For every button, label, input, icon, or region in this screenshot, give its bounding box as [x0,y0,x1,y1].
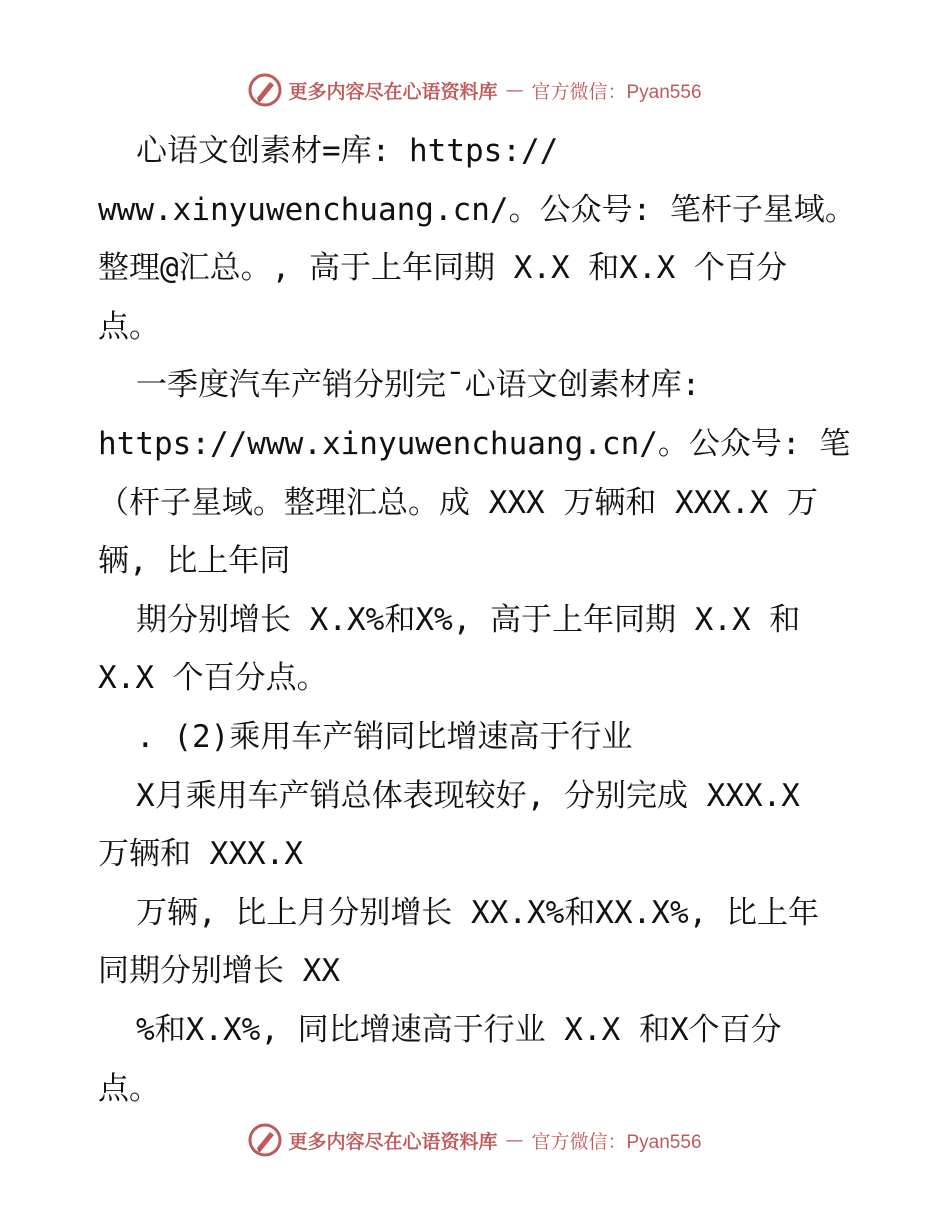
text-line: 万辆和 XXX.X [98,836,303,873]
footer-watermark [0,1120,950,1160]
document-body [98,122,858,1118]
text-line: 点。 [98,1070,160,1107]
watermark-text: 更多内容尽在心语资料库 [288,80,498,103]
pen-logo-icon [248,73,282,107]
watermark-inner [248,73,701,107]
text-line: （杆子星域。整理汇总。成 XXX 万辆和 XXX.X 万 [98,484,818,521]
text-line: 整理@汇总。, 高于上年同期 X.X 和X.X 个百分 [98,250,787,287]
text-line: www.xinyuwenchuang.cn/。公众号: 笔杆子星域。 [98,191,856,228]
text-line: 期分别增长 X.X%和X%, 高于上年同期 X.X 和 [136,601,801,638]
watermark-contact: 官方微信：Pyan556 [531,1131,702,1153]
text-line: 点。 [98,308,160,345]
text-line: 辆, 比上年同 [98,543,291,580]
watermark-text: 更多内容尽在心语资料库 [288,1130,498,1153]
section-heading: . (2)乘用车产销同比增速高于行业 [136,718,633,755]
text-line: X月乘用车产销总体表现较好, 分别完成 XXX.X [136,777,800,814]
watermark-inner [248,1123,701,1157]
pen-logo-icon [248,1123,282,1157]
watermark-contact: 官方微信：Pyan556 [531,81,702,103]
watermark-separator: — [505,1129,524,1151]
watermark-separator: — [505,79,524,101]
text-line: https://www.xinyuwenchuang.cn/。公众号: 笔 [98,425,851,462]
text-line: X.X 个百分点。 [98,660,328,697]
text-line: 心语文创素材=库: https:// [136,133,559,169]
text-line: 同期分别增长 XX [98,953,340,990]
text-line: 万辆, 比上月分别增长 XX.X%和XX.X%, 比上年 [136,894,819,931]
header-watermark [0,70,950,110]
text-line: %和X.X%, 同比增速高于行业 X.X 和X个百分 [136,1011,782,1048]
text-line: 一季度汽车产销分别完¯心语文创素材库: [136,367,701,404]
